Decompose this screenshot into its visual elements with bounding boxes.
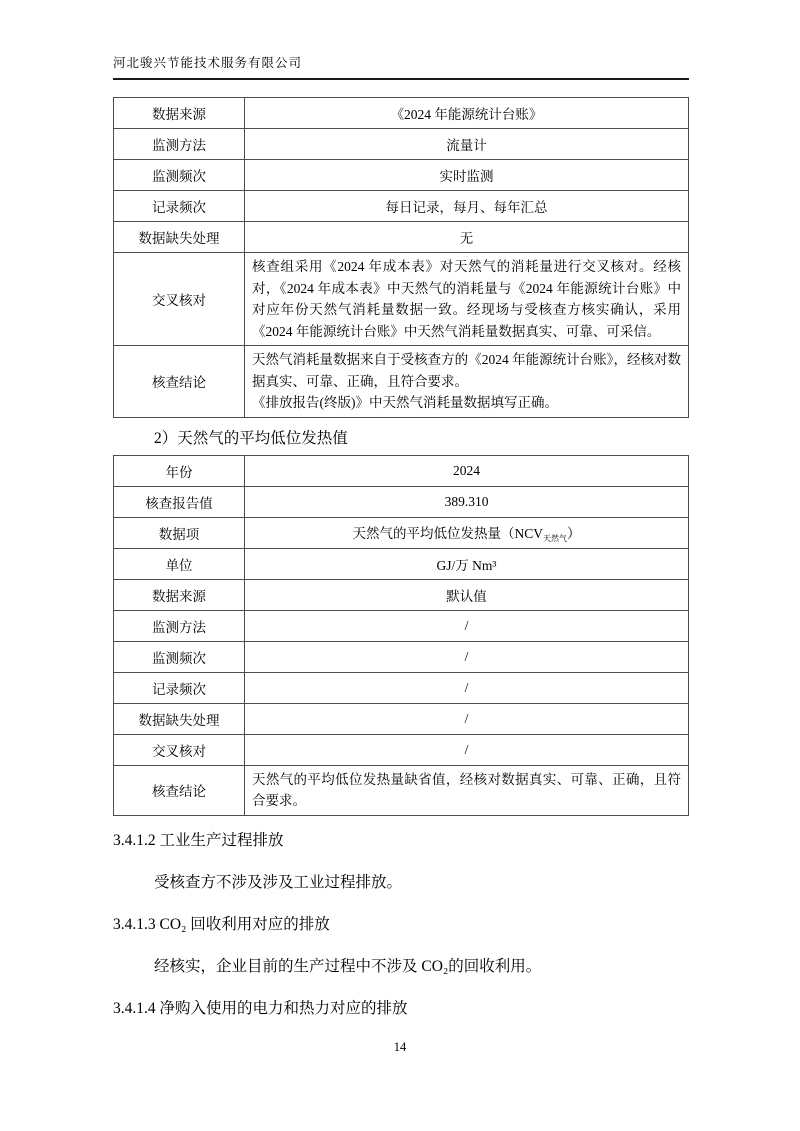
row-label: 监测频次	[114, 160, 245, 191]
conclusion-text: 天然气的平均低位发热量缺省值，经核对数据真实、可靠、正确，且符合要求。	[245, 765, 689, 815]
section-paragraph-3412: 受核查方不涉及涉及工业过程排放。	[154, 873, 403, 891]
table-row	[114, 734, 689, 765]
row-label: 记录频次	[114, 672, 245, 703]
table-row	[114, 455, 689, 486]
table-row	[114, 98, 689, 129]
table-row-data-item	[114, 517, 689, 548]
row-label: 核查报告值	[114, 486, 245, 517]
natural-gas-consumption-table	[113, 97, 689, 418]
table-row	[114, 641, 689, 672]
table-row-cross-check	[114, 253, 689, 346]
row-value: /	[245, 734, 689, 765]
page-number: 14	[393, 1040, 407, 1054]
row-label: 核查结论	[114, 765, 245, 815]
conclusion-line: 《排放报告(终版)》中天然气消耗量数据填写正确。	[252, 395, 558, 410]
row-value: 流量计	[245, 129, 689, 160]
row-label: 记录频次	[114, 191, 245, 222]
row-label: 交叉核对	[114, 734, 245, 765]
row-label: 数据项	[114, 517, 245, 548]
row-value: 每日记录，每月、每年汇总	[245, 191, 689, 222]
ncv-subscript: 天然气	[543, 533, 567, 543]
row-value: 默认值	[245, 579, 689, 610]
table-row	[114, 610, 689, 641]
row-label: 数据缺失处理	[114, 222, 245, 253]
row-value: 2024	[245, 455, 689, 486]
section-heading-3413: 3.4.1.3 CO₂ 回收利用对应的排放	[113, 915, 330, 933]
row-value: /	[245, 641, 689, 672]
table-row	[114, 222, 689, 253]
section-heading-3412: 3.4.1.2 工业生产过程排放	[113, 831, 284, 849]
table-row	[114, 672, 689, 703]
table-row	[114, 129, 689, 160]
company-name: 河北骏兴节能技术服务有限公司	[113, 56, 303, 70]
table-row	[114, 160, 689, 191]
row-label: 核查结论	[114, 346, 245, 418]
conclusion-line: 天然气消耗量数据来自于受核查方的《2024 年能源统计台账》，经核对数据真实、可靠、正确，且符合要求。	[252, 352, 681, 389]
row-value: 实时监测	[245, 160, 689, 191]
ncv-suffix: ）	[567, 525, 581, 541]
page-content	[113, 0, 689, 1020]
row-label: 监测方法	[114, 129, 245, 160]
section-paragraph-3413: 经核实，企业目前的生产过程中不涉及 CO₂的回收利用。	[154, 957, 542, 975]
row-label: 数据来源	[114, 579, 245, 610]
row-value-ncv	[245, 517, 689, 548]
subsection-heading-ncv: 2）天然气的平均低位发热值	[154, 429, 348, 447]
ncv-table	[113, 455, 689, 816]
section-heading-3414: 3.4.1.4 净购入使用的电力和热力对应的排放	[113, 999, 408, 1017]
row-value: /	[245, 703, 689, 734]
row-value: /	[245, 610, 689, 641]
row-label: 年份	[114, 455, 245, 486]
table-row	[114, 703, 689, 734]
row-label: 交叉核对	[114, 253, 245, 346]
row-label: 数据来源	[114, 98, 245, 129]
row-value: 389.310	[245, 486, 689, 517]
table-row	[114, 191, 689, 222]
row-value: 无	[245, 222, 689, 253]
table-row	[114, 579, 689, 610]
table-row-conclusion	[114, 765, 689, 815]
conclusion-text	[245, 346, 689, 418]
cross-check-text: 核查组采用《2024 年成本表》对天然气的消耗量进行交叉核对。经核对，《2024 年成本表》中天然气的消耗量与《2024 年能源统计台账》中对应年份天然气消耗量数据一致。经现场与受核查方核实确认，采用《2024 年能源统计台账》中天然气消耗量数据真实、可靠、可采信。	[245, 253, 689, 346]
row-label: 数据缺失处理	[114, 703, 245, 734]
row-label: 单位	[114, 548, 245, 579]
row-label: 监测方法	[114, 610, 245, 641]
row-value: GJ/万 Nm³	[245, 548, 689, 579]
document-header	[113, 53, 689, 80]
table-row-conclusion	[114, 346, 689, 418]
row-label: 监测频次	[114, 641, 245, 672]
row-value: /	[245, 672, 689, 703]
table-row	[114, 548, 689, 579]
row-value: 《2024 年能源统计台账》	[245, 98, 689, 129]
table-row	[114, 486, 689, 517]
ncv-prefix: 天然气的平均低位发热量（NCV	[352, 525, 543, 541]
